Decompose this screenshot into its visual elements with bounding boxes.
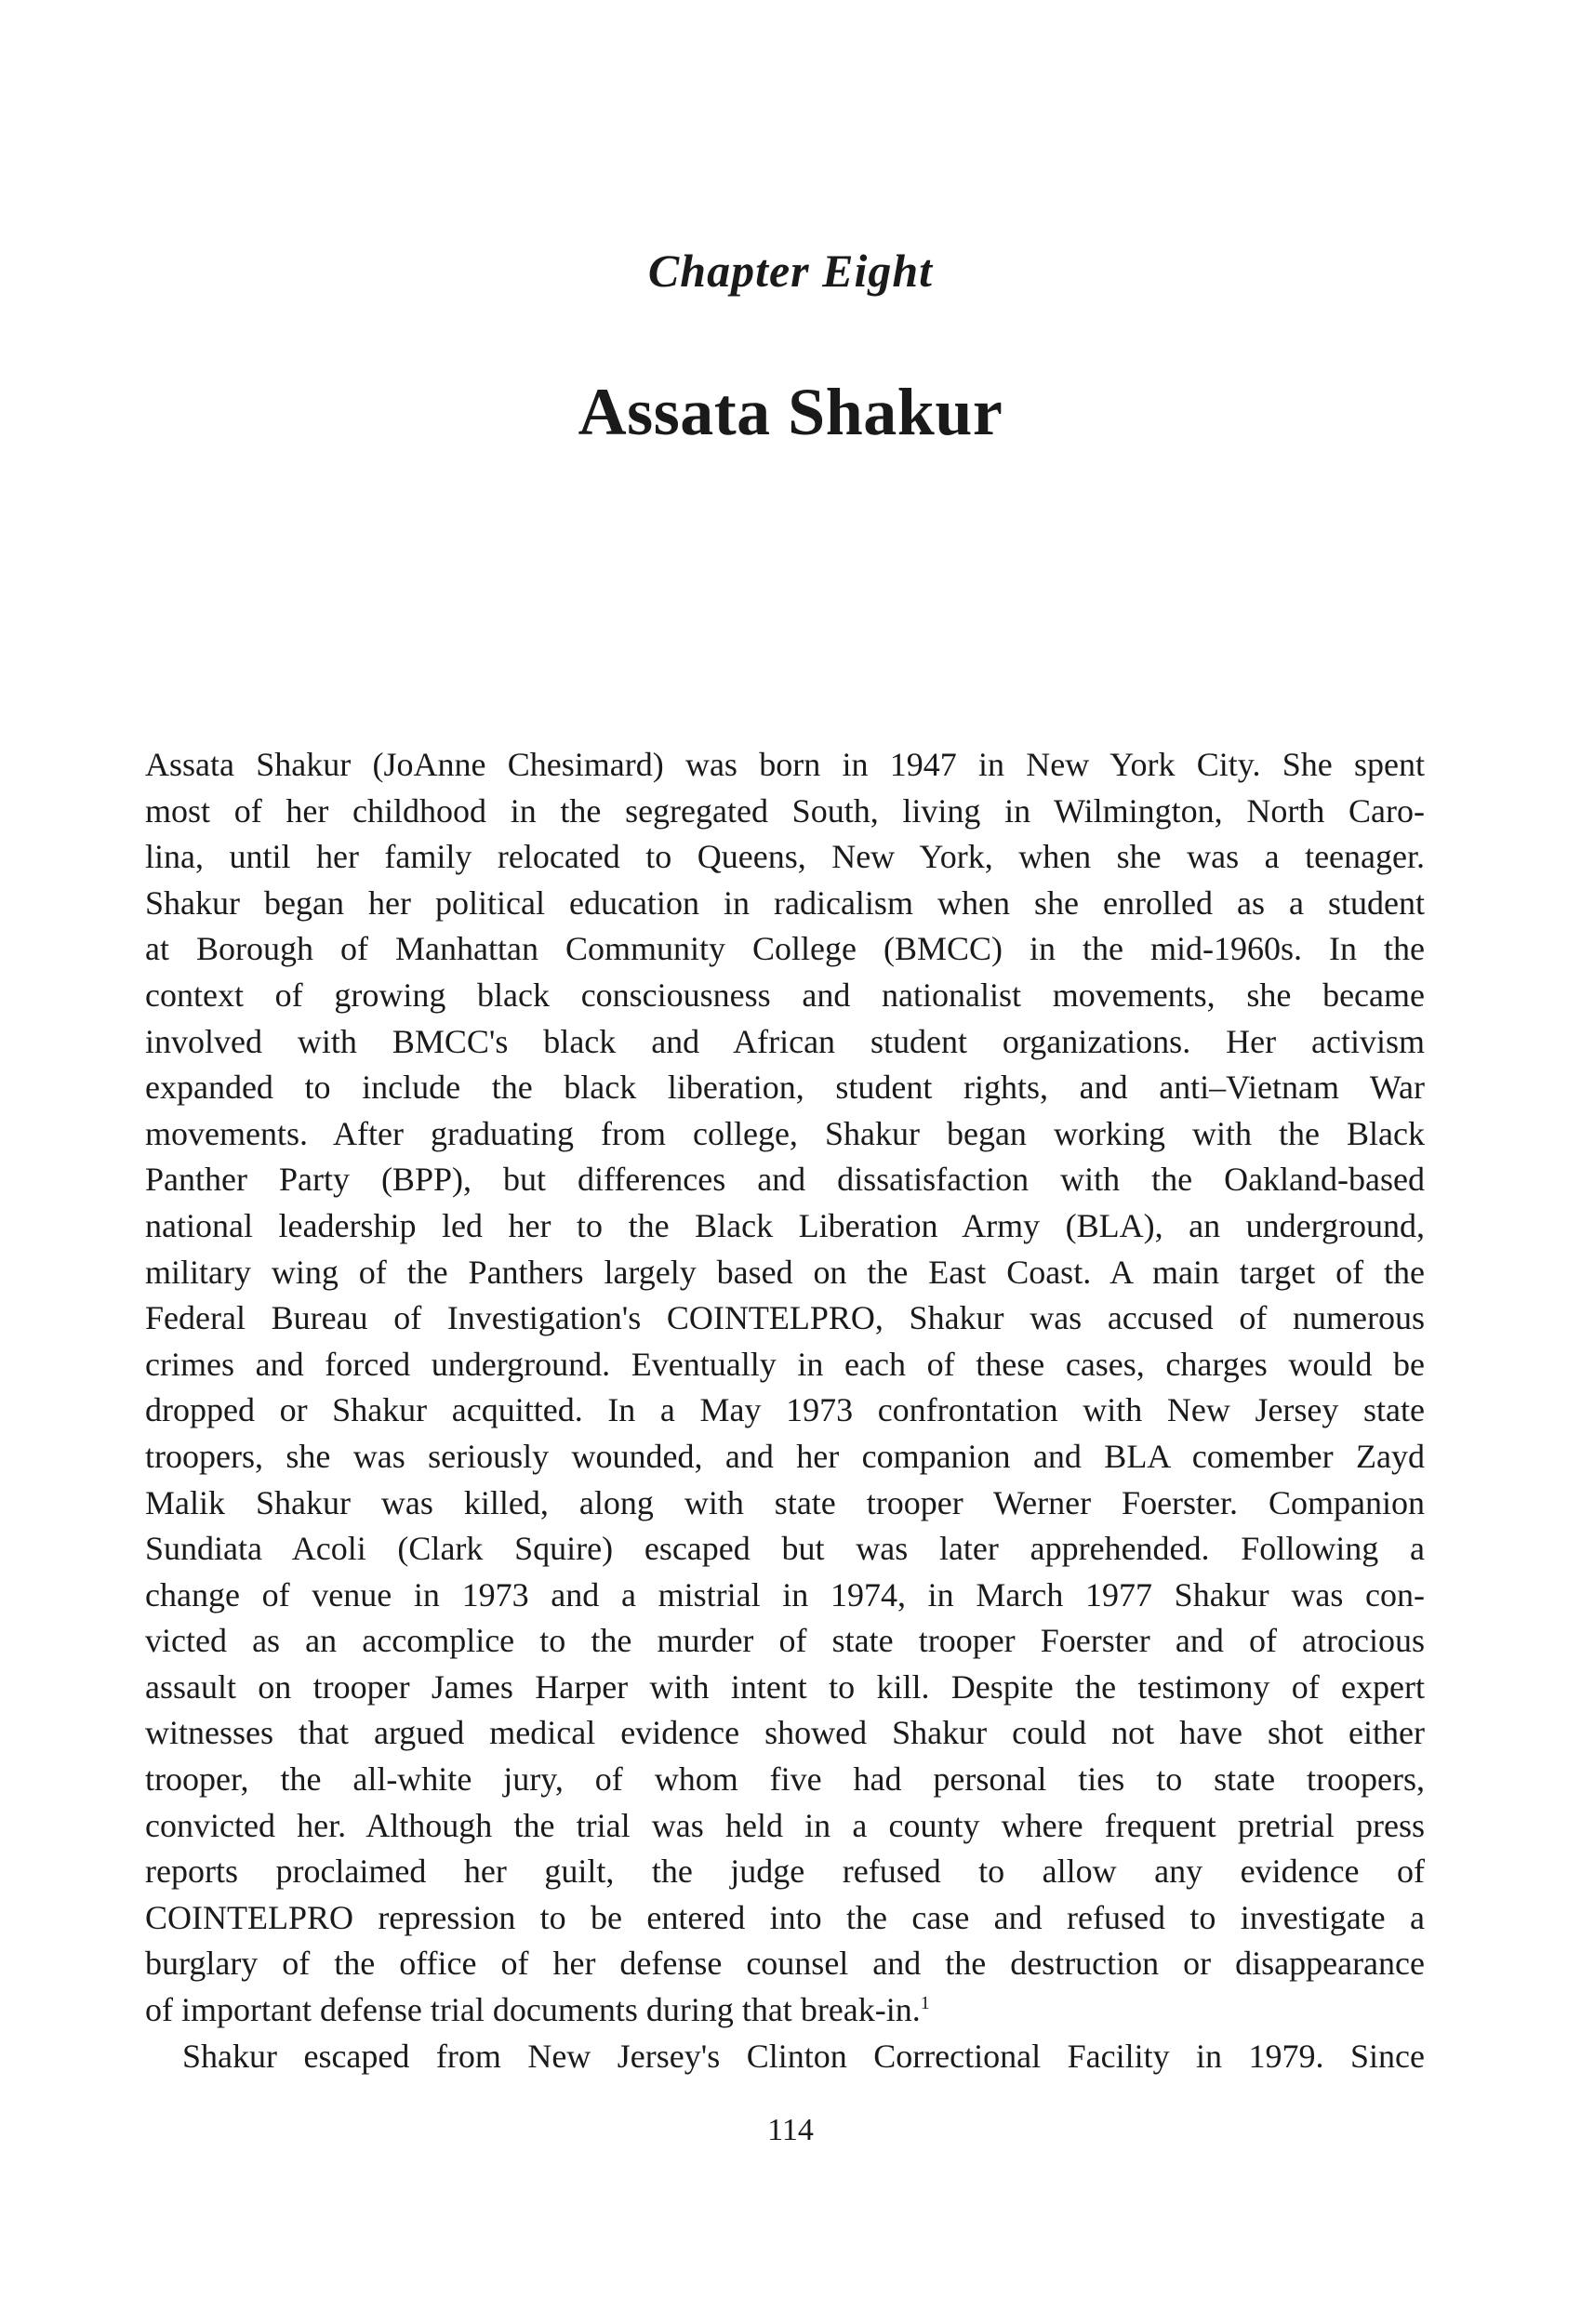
body-line: COINTELPRO repression to be entered into the case and refused to investigate a [145, 1898, 1425, 1936]
body-line: burglary of the office of her defense counsel and the destruction or disappearance [145, 1945, 1425, 1983]
body-line: troopers, she was seriously wounded, and her companion and BLA comember Zayd [145, 1437, 1425, 1475]
body-line: reports proclaimed her guilt, the judge refused to allow any evidence of [145, 1853, 1425, 1891]
body-line: trooper, the all-white jury, of whom five had personal ties to state troopers, [145, 1760, 1425, 1799]
body-line: movements. After graduating from college, Shakur began working with the Black [145, 1114, 1425, 1152]
body-line: military wing of the Panthers largely based on the East Coast. A main target of the [145, 1253, 1425, 1291]
body-line: national leadership led her to the Black Liberation Army (BLA), an underground, [145, 1206, 1425, 1244]
body-line: assault on trooper James Harper with intent to kill. Despite the testimony of expert [145, 1667, 1425, 1706]
paragraph-two-line: Shakur escaped from New Jersey's Clinton Correctional Facility in 1979. Since [182, 2037, 1425, 2075]
body-line: Panther Party (BPP), but differences and dissatisfaction with the Oakland-based [145, 1161, 1425, 1199]
body-line: most of her childhood in the segregated South, living in Wilmington, North Caro- [145, 791, 1425, 830]
page-number: 114 [767, 2113, 814, 2147]
body-text [145, 742, 1425, 2079]
body-line: at Borough of Manhattan Community College (BMCC) in the mid-1960s. In the [145, 930, 1425, 968]
body-line-last [145, 1987, 1425, 2034]
body-line-text: of important defense trial documents during that break-in. [145, 1991, 921, 2029]
body-line: change of venue in 1973 and a mistrial in 1974, in March 1977 Shakur was con- [145, 1575, 1425, 1614]
body-line: Federal Bureau of Investigation's COINTELPRO, Shakur was accused of numerous [145, 1299, 1425, 1337]
body-line: involved with BMCC's black and African student organizations. Her activism [145, 1022, 1425, 1060]
body-line: lina, until her family relocated to Queens, New York, when she was a teenager. [145, 838, 1425, 876]
body-line: Assata Shakur (JoAnne Chesimard) was born in 1947 in New York City. She spent [145, 746, 1425, 783]
body-line: context of growing black consciousness and nationalist movements, she became [145, 976, 1425, 1014]
body-line: dropped or Shakur acquitted. In a May 1973 confrontation with New Jersey state [145, 1391, 1425, 1429]
body-line: Sundiata Acoli (Clark Squire) escaped but was later apprehended. Following a [145, 1530, 1425, 1568]
body-line: victed as an accomplice to the murder of state trooper Foerster and of atrocious [145, 1622, 1425, 1660]
body-line: convicted her. Although the trial was held in a county where frequent pretrial press [145, 1806, 1425, 1844]
footnote-marker: 1 [920, 1993, 930, 2014]
chapter-label: Chapter Eight [647, 245, 934, 297]
body-line: crimes and forced underground. Eventually in each of these cases, charges would be [145, 1345, 1425, 1383]
body-line: expanded to include the black liberation, student rights, and anti–Vietnam War [145, 1069, 1425, 1107]
body-line: Shakur began her political education in radicalism when she enrolled as a student [145, 883, 1425, 922]
body-line: Malik Shakur was killed, along with state trooper Werner Foerster. Companion [145, 1483, 1425, 1521]
body-line: witnesses that argued medical evidence showed Shakur could not have shot either [145, 1714, 1425, 1752]
chapter-title: Assata Shakur [578, 375, 1003, 449]
